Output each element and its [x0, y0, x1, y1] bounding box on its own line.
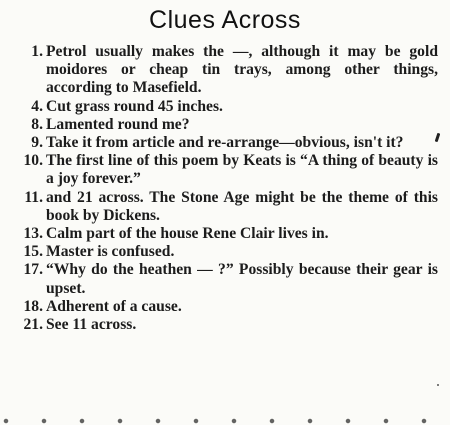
clue-text: The first line of this poem by Keats is “A thing of beauty is a joy forever.”: [46, 152, 438, 188]
clue-text: and 21 across. The Stone Age might be the theme of this book by Dickens.: [46, 188, 438, 224]
clue-number: 21.: [23, 316, 43, 334]
clue-number: 13.: [23, 225, 43, 243]
clue-number: 17.: [23, 261, 43, 279]
clue-item-21: [0, 316, 450, 334]
clue-number: 9.: [31, 134, 43, 152]
clue-number: 15.: [23, 243, 43, 261]
clue-item-1: [0, 43, 450, 98]
clue-item-8: [0, 116, 450, 134]
clue-item-17: [0, 261, 450, 297]
clue-item-10: [0, 152, 450, 188]
clue-text: See 11 across.: [46, 316, 137, 334]
clue-item-13: [0, 225, 450, 243]
clue-number: 4.: [31, 97, 43, 115]
clue-text: Lamented round me?: [46, 115, 190, 133]
clue-item-18: [0, 298, 450, 316]
clue-number: 11.: [24, 188, 43, 206]
clue-number: 18.: [23, 297, 43, 315]
cropped-text-edge: [0, 417, 450, 425]
clue-text: “Why do the heathen — ?” Possibly because their gear is upset.: [46, 261, 438, 297]
clue-text: Master is confused.: [46, 243, 175, 261]
clue-number: 10.: [23, 152, 43, 170]
speck: [437, 384, 439, 386]
clue-item-9: [0, 134, 450, 152]
clue-list: [0, 43, 450, 334]
clue-item-4: [0, 98, 450, 116]
clue-text: Calm part of the house Rene Clair lives in.: [46, 225, 329, 243]
clue-number: 1.: [31, 43, 43, 60]
clue-item-15: [0, 243, 450, 261]
clue-item-11: [0, 189, 450, 225]
clue-number: 8.: [31, 115, 43, 133]
clue-text: Cut grass round 45 inches.: [46, 97, 223, 115]
clue-text: Adherent of a cause.: [46, 297, 182, 315]
clue-text: Petrol usually makes the —, although it may be gold moidores or cheap tin trays, among other things, according to Masefield.: [46, 43, 438, 97]
clue-text: Take it from article and re-arrange—obvious, isn't it?: [46, 134, 404, 152]
page-title: Clues Across: [149, 6, 301, 34]
